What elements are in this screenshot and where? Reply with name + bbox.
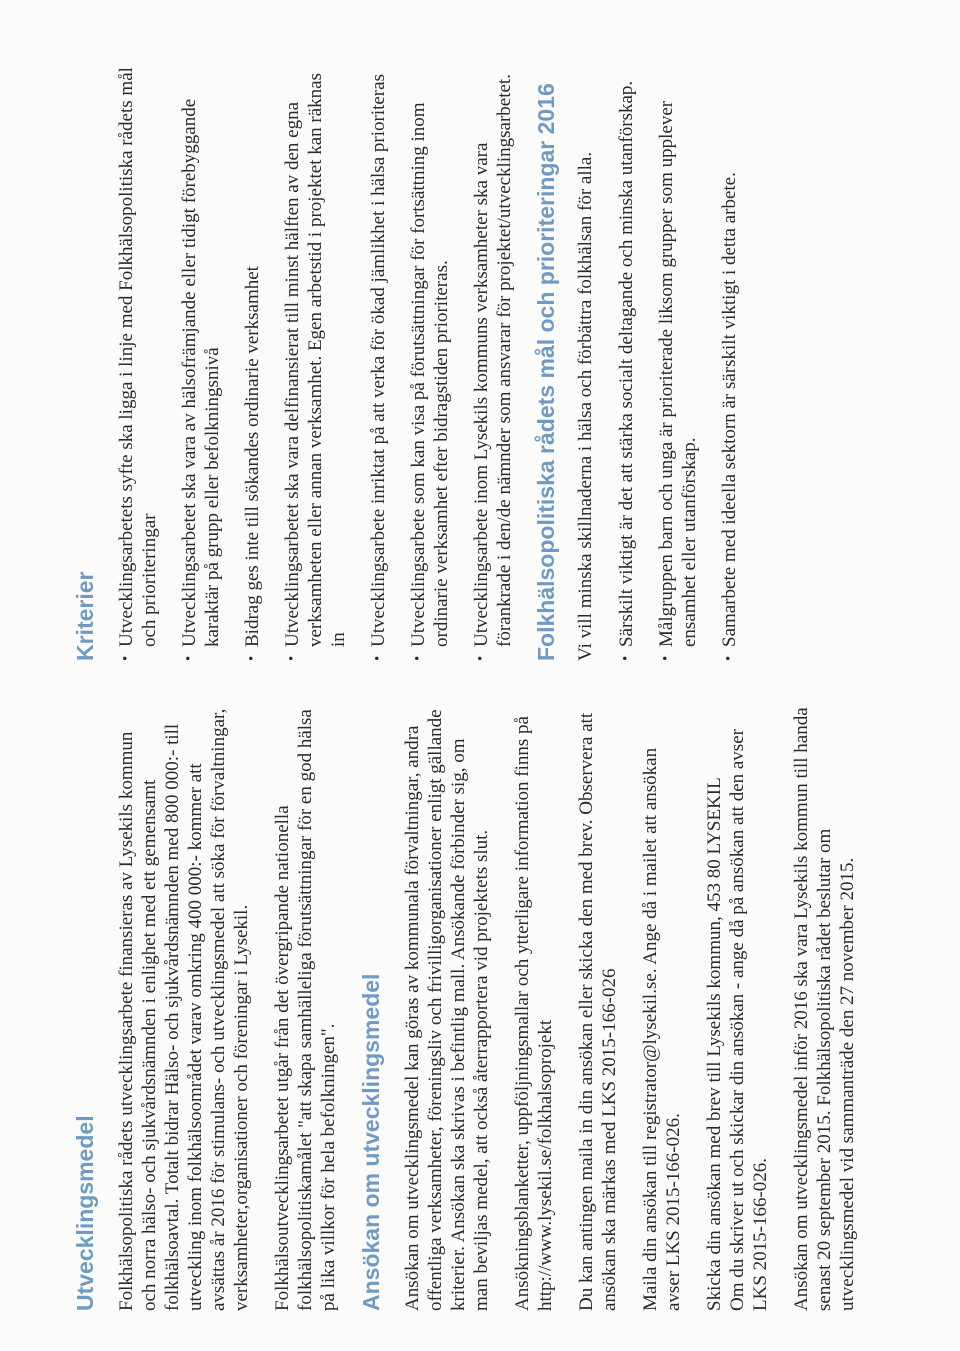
postal-instructions-line: Om du skriver ut och skickar din ansökan - ange då på ansökan att den avser LKS 2015-166-026. bbox=[727, 729, 771, 1311]
bullet-icon: • bbox=[410, 655, 426, 661]
criteria-list bbox=[115, 61, 516, 661]
bullet-icon: • bbox=[244, 655, 260, 661]
heading-kriterier: Kriterier bbox=[72, 571, 98, 661]
heading-utvecklingsmedel: Utvecklingsmedel bbox=[72, 1115, 98, 1311]
list-item: • Samarbete med ideella sektorn är särskilt viktigt i detta arbete. bbox=[719, 172, 740, 661]
list-item: • Särskilt viktigt är det att stärka socialt deltagande och minska utanförskap. bbox=[616, 80, 637, 661]
list-item: • Utvecklingsarbete inom Lysekils kommuns verksamheter ska vara förankrade i den/de nämnder som ansvarar för projektet/utvecklingsarbetet. bbox=[471, 74, 515, 661]
paragraph-goal-intro: Vi vill minska skillnaderna i hälsa och förbättra folkhälsan för alla. bbox=[575, 151, 596, 661]
heading-goals-2016: Folkhälsopolitiska rådets mål och prioriteringar 2016 bbox=[533, 83, 559, 661]
paragraph-forms-info: Ansökningsblanketter, uppföljningsmallar och ytterligare information finns på http://www.lysekil.se/folkhalsoprojekt bbox=[512, 716, 556, 1311]
list-item: • Utvecklingsarbetet ska vara av hälsofrämjande eller tidigt förebyggande karaktär på grupp eller befolkningsnivå bbox=[179, 98, 223, 661]
bullet-icon: • bbox=[473, 655, 489, 661]
heading-ansokan: Ansökan om utvecklingsmedel bbox=[358, 973, 384, 1311]
paragraph-submit-options: Du kan antingen maila in din ansökan eller skicka den med brev. Observera att ansökan ska märkas med LKS 2015-166-026 bbox=[576, 712, 620, 1311]
list-item: • Utvecklingsarbete inriktat på att verka för ökad jämlikhet i hälsa prioriteras bbox=[368, 74, 389, 661]
paragraph-postal-submission bbox=[703, 705, 772, 1311]
paragraph-email-submission: Maila din ansökan till registrator@lysekil.se. Ange då i mailet att ansökan avser LKS 2015-166-026. bbox=[640, 747, 684, 1311]
list-item: • Utvecklingsarbete som kan visa på förutsättningar för fortsättning inom ordinarie verksamhet efter bidragstiden prioriteras. bbox=[408, 102, 452, 661]
bullet-icon: • bbox=[618, 655, 634, 661]
left-column bbox=[72, 705, 877, 1311]
postal-address-line: Skicka din ansökan med brev till Lysekils kommun, 453 80 LYSEKIL bbox=[704, 777, 725, 1311]
list-item: • Utvecklingsarbetet ska vara delfinansierat till minst hälften av den egna verksamheten eller annan verksamhet. Egen arbetstid i projektet kan räknas in bbox=[282, 73, 349, 661]
bullet-icon: • bbox=[284, 655, 300, 661]
paragraph-deadline: Ansökan om utvecklingsmedel inför 2016 ska vara Lysekils kommun till handa senast 20 september 2015. Folkhälsopolitiska rådet beslutar om utvecklingsmedel vid sammanträde den 27 november 2015. bbox=[791, 707, 858, 1311]
bullet-icon: • bbox=[181, 655, 197, 661]
bullet-icon: • bbox=[118, 655, 134, 661]
right-column bbox=[72, 61, 758, 661]
paragraph-national-goal: Folkhälsoutvecklingsarbetet utgår från det övergripande nationella folkhälsopolitiskamålet "att skapa samhälleliga förutsättningar för en god hälsa på lika villkor för hela befolkningen". bbox=[272, 709, 339, 1311]
bullet-icon: • bbox=[658, 655, 674, 661]
paragraph-who-can-apply: Ansökan om utvecklingsmedel kan göras av kommunala förvaltningar, andra offentliga verksamheter, föreningsliv och frivilligorganisationer enligt gällande kriterier. Ansökan ska skrivas i befintlig mall. Ansökande förbinder sig, om man beviljas medel, att också återrapportera vid projektets slut. bbox=[402, 709, 492, 1311]
paragraph-financing: Folkhälsopolitiska rådets utvecklingsarbete finansieras av Lysekils kommun och norra hälso- och sjukvårdsnämnden i enlighet med ett gemensamt folkhälsoavtal. Totalt bidrar Hälso- och sjukvårdsnämnden med 800 000:- till utveckling inom folkhälsoområdet varav omkring 400 000:- kommer att avsättas år 2016 för stimulans- och utvecklingsmedel att söka för förvaltningar, verksamheter,organisationer och föreningar i Lysekil. bbox=[116, 708, 252, 1311]
list-item: • Utvecklingsarbetets syfte ska ligga i linje med Folkhälsopolitiska rådets mål och prioriteringar bbox=[116, 67, 160, 661]
bullet-icon: • bbox=[721, 655, 737, 661]
priorities-list bbox=[615, 61, 741, 661]
list-item: • Målgruppen barn och unga är prioriterade liksom grupper som upplever ensamhet eller utanförskap. bbox=[656, 100, 700, 661]
list-item: • Bidrag ges inte till sökandes ordinarie verksamhet bbox=[242, 266, 263, 661]
bullet-icon: • bbox=[370, 655, 386, 661]
